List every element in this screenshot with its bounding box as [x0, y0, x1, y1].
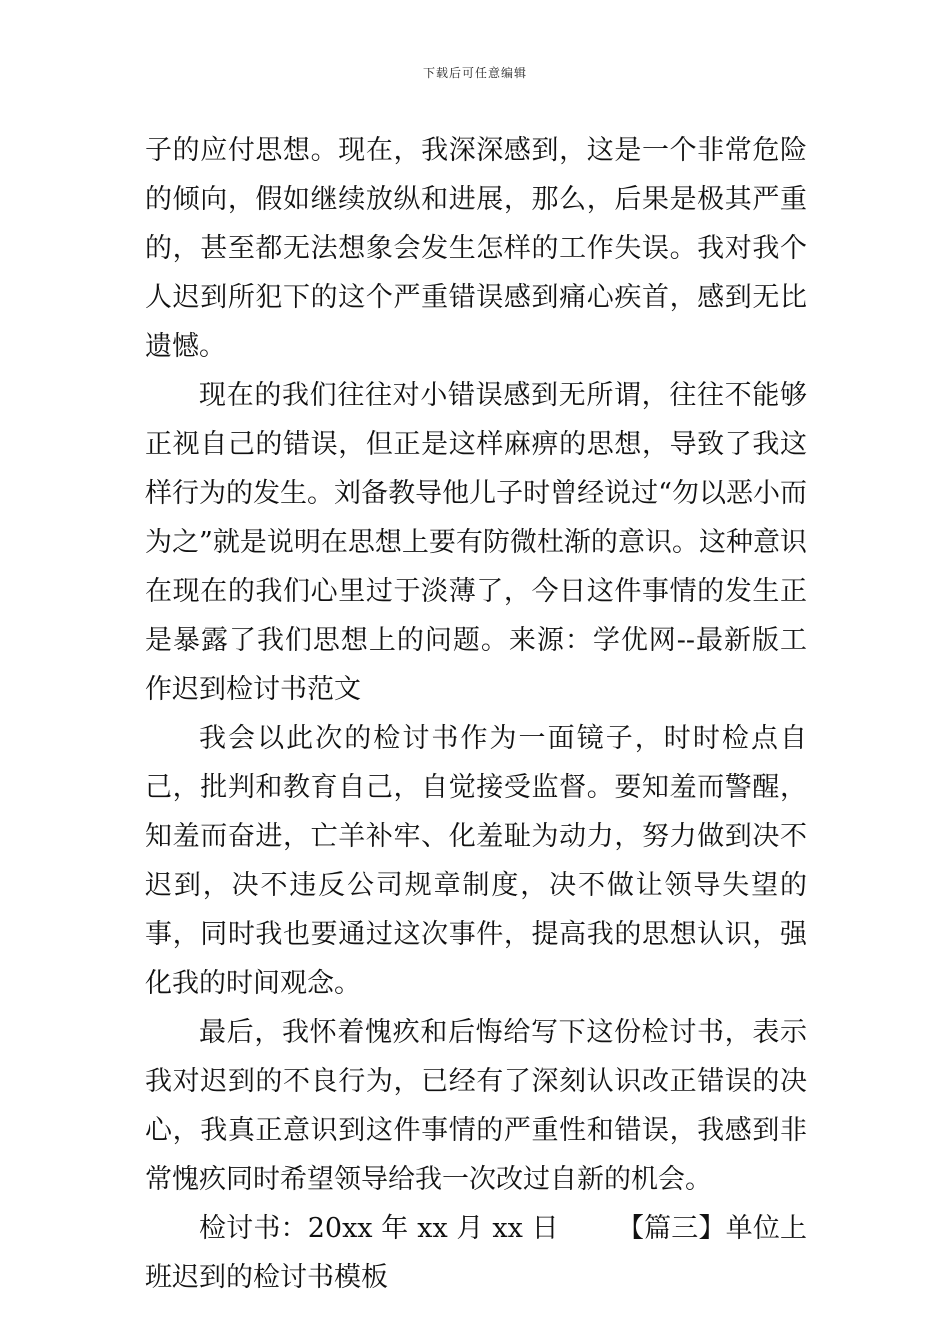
- signature-date: 检讨书：20xx 年 xx 月 xx 日: [199, 1213, 559, 1244]
- paragraph-signature-and-next-section: [145, 1204, 807, 1302]
- paragraph-conclusion: 最后，我怀着愧疚和后悔给写下这份检讨书，表示我对迟到的不良行为，已经有了深刻认识改正错误的决心，我真正意识到这件事情的严重性和错误，我感到非常愧疚同时希望领导给我一次改过自新的机会。: [145, 1017, 807, 1195]
- page-header: 下载后可任意编辑: [422, 66, 527, 80]
- paragraph-continuation: 子的应付思想。现在，我深深感到，这是一个非常危险的倾向，假如继续放纵和进展，那么，后果是极其严重的，甚至都无法想象会发生怎样的工作失误。我对我个人迟到所犯下的这个严重错误感到痛心疾首，感到无比遗憾。: [145, 135, 807, 362]
- document-body: [145, 126, 807, 1302]
- paragraph-self-reflection: 现在的我们往往对小错误感到无所谓，往往不能够正视自己的错误，但正是这样麻痹的思想，导致了我这样行为的发生。刘备教导他儿子时曾经说过“勿以恶小而为之”就是说明在思想上要有防微杜渐的意识。这种意识在现在的我们心里过于淡薄了，今日这件事情的发生正是暴露了我们思想上的问题。来源：学优网--最新版工作迟到检讨书范文: [145, 380, 807, 705]
- paragraph-commitment: 我会以此次的检讨书作为一面镜子，时时检点自己，批判和教育自己，自觉接受监督。要知羞而警醒，知羞而奋进，亡羊补牢、化羞耻为动力，努力做到决不迟到，决不违反公司规章制度，决不做让领导失望的事，同时我也要通过这次事件，提高我的思想认识，强化我的时间观念。: [145, 723, 807, 999]
- section-title: 【篇三】单位上班迟到的检讨书模板: [145, 1213, 808, 1293]
